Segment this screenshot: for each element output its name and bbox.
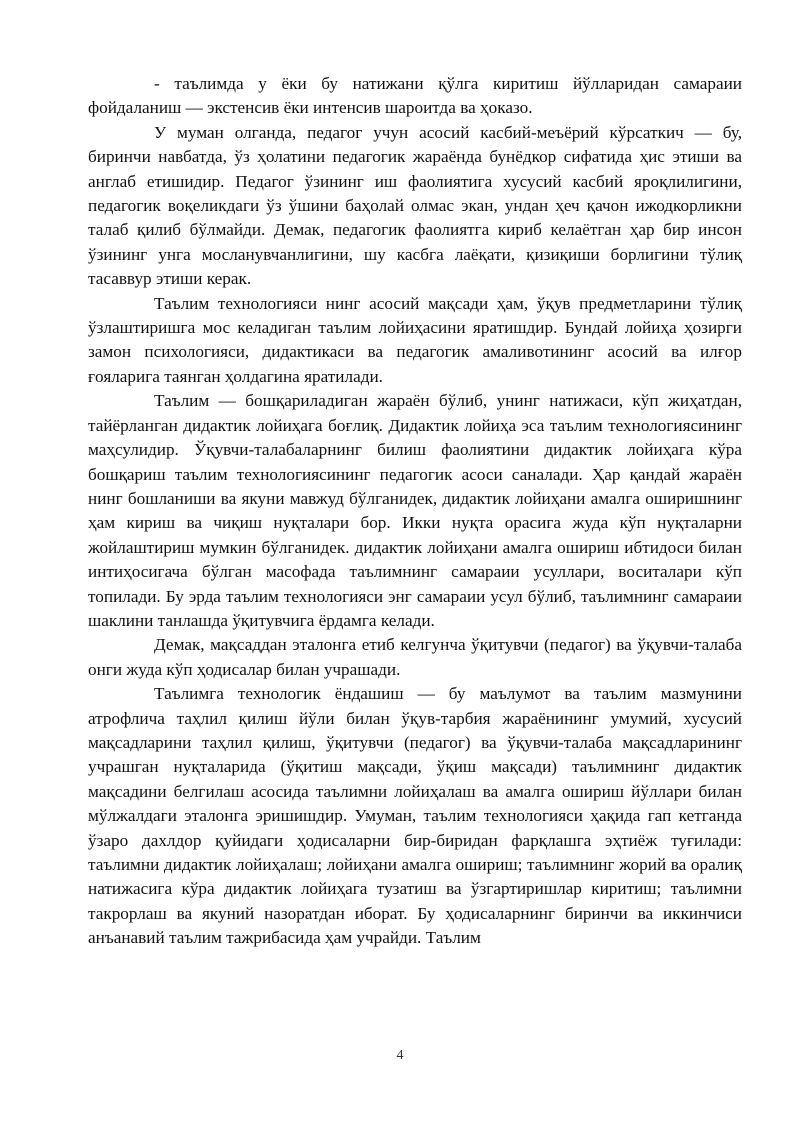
page-number: 4 bbox=[396, 1048, 404, 1063]
paragraph: Таълимга технологик ёндашиш — бу маълумот ва таълим мазмунини атрофлича таҳлил қилиш йўли билан ўқув-тарбия жараёнининг умумий, хусусий мақсадларини таҳлил қилиш, ўқитувчи (педагог) ва ўқувчи-талаба мақсадларининг учрашган нуқталарида (ўқитиш мақсади, ўқиш мақсади) таълимнинг дидактик мақсадини белгилаш асосида таълимни лойиҳалаш ва амалга ошириш йўллари билан мўлжалдаги эталонга эришишдир. Умуман, таълим технологияси ҳақида гап кетганда ўзаро дахлдор қуйидаги ҳодисаларни бир-биридан фарқлашга эҳтиёж туғилади: таълимни дидактик лойиҳалаш; лойиҳани амалга ошириш; таълимнинг жорий ва оралиқ натижасига кўра дидактик лойиҳага тузатиш ва ўзгартиришлар киритиш; таълимни такрорлаш ва якуний назоратдан иборат. Бу ҳодисаларнинг биринчи ва иккинчиси анъанавий таълим тажрибасида ҳам учрайди. Таълим bbox=[88, 684, 742, 948]
paragraph: У муман олганда, педагог учун асосий касбий-меъёрий кўрсаткич — бу, биринчи навбатда, ўз ҳолатини педагогик жараёнда бунёдкор сифатида ҳис этиши ва англаб етишидир. Педагог ўзининг иш фаолиятига хусусий касбий ярoқлилигини, педагогик воқеликдаги ўз ўшини баҳолай олмас экан, ундан ҳеч қачон ижодкорликни талаб қилиб бўлмайди. Демак, педагогик фаолиятга кириб келаётган ҳар бир инсон ўзининг унга мосланувчанлигини, шу касбга лаёқати, қизиқиши борлигини тўлиқ тасаввур этиши керак. bbox=[88, 122, 742, 289]
paragraph: - таълимда у ёки бу натижани қўлга киритиш йўлларидан самараии фойдаланиш — экстенсив ёки интенсив шароитда ва ҳоказо. bbox=[88, 74, 742, 118]
paragraph: Таълим технологияси нинг асосий мақсади ҳам, ўқув предметларини тўлиқ ўзлаштиришга мос келадиган таълим лойиҳасини яратишдир. Бундай лойиҳа ҳозирги замон психологияси, дидактикаси ва педагогик амаливотининг асосий ва илғор ғояларига таянган ҳолдагина яратилади. bbox=[88, 293, 742, 386]
paragraph: Таълим — бошқариладиган жараён бўлиб, унинг натижаси, кўп жиҳатдан, тайёрланган дидактик лойиҳага боғлиқ. Дидактик лойиҳа эса таълим технологиясининг маҳсулидир. Ўқувчи-талабаларнинг билиш фаолиятини дидактик лойиҳага кўра бошқариш таълим технологиясининг педагогик асоси саналади. Ҳар қандай жараён нинг бошланиши ва якуни мавжуд бўлганидек, дидактик лойиҳани амалга оширишнинг ҳам кириш ва чиқиш нуқталари бор. Икки нуқта орасига жуда кўп нуқталарни жойлаштириш мумкин бўлганидек. дидактик лойиҳани амалга ошириш ибтидоси билан интиҳосигача бўлган масофада таълимнинг самараии усуллари, воситалари кўп топилади. Бу эрда таълим технологияси энг самараии усул бўлиб, таълимнинг самараии шаклини танлашда ўқитувчига ёрдамга келади. bbox=[88, 391, 742, 630]
body-text bbox=[88, 72, 742, 951]
paragraph: Демак, мақсаддан эталонга етиб келгунча ўқитувчи (педагог) ва ўқувчи-талаба онги жуда кўп ҳодисалар билан учрашади. bbox=[88, 635, 742, 679]
